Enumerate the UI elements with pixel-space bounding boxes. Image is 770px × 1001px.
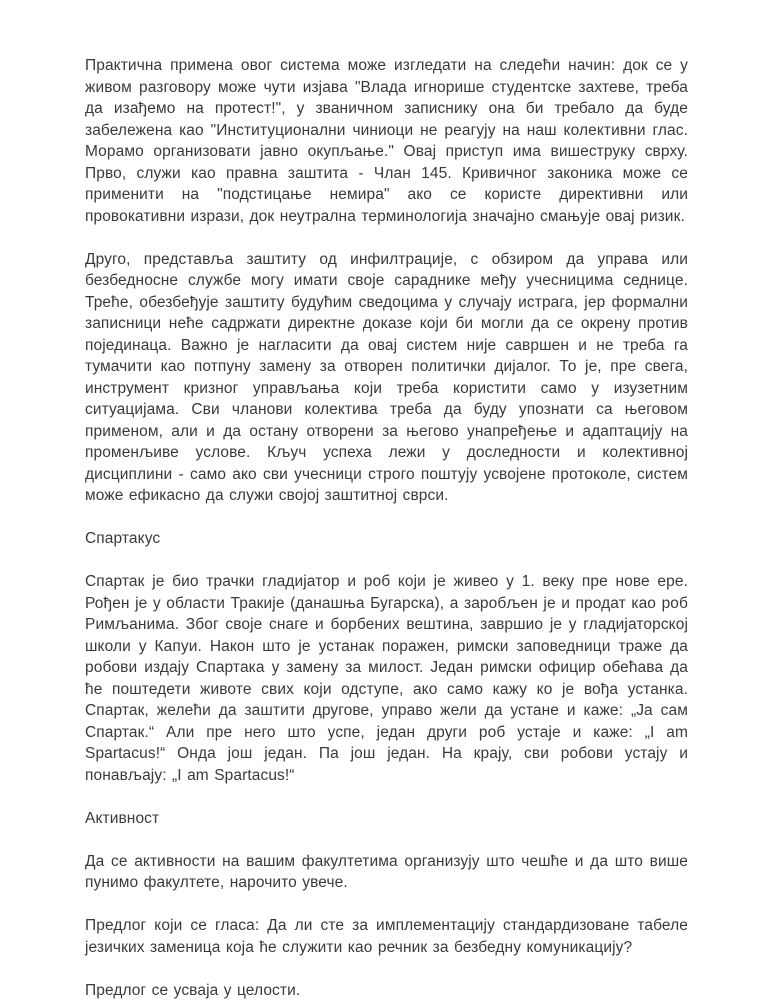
paragraph: Предлог се усваја у целости.: [85, 980, 688, 1001]
paragraph: Практична примена овог система може изгледати на следећи начин: док се у живом разговору може чути изјава "Влада игнорише студентске захтеве, треба да изађемо на протест!", у званичном записнику она би требало да буде забележена као "Институционални чиниоци не реагују на наш колективни глас. Морамо организовати јавно окупљање." Овај приступ има вишеструку сврху. Прво, служи као правна заштита - Члан 145. Кривичног законика може се применити на "подстицање немира" ако се користе директивни или провокативни изрази, док неутрална терминологија значајно смањује овај ризик.: [85, 55, 688, 227]
paragraph: Спартак је био трачки гладијатор и роб који је живео у 1. веку пре нове ере. Рођен је у области Тракије (данашња Бугарска), а заробљен је и продат као роб Римљанима. Због своје снаге и борбених вештина, завршио је у гладијаторској школи у Капуи. Након што је устанак поражен, римски заповедници траже да робови издају Спартака у замену за милост. Један римски официр обећава да ће поштедети животе свих који одступе, ако само кажу ко је вођа устанка. Спартак, желећи да заштити другове, управо жели да устане и каже: „Ја сам Спартак.“ Али пре него што успе, један други роб устаје и каже: „I am Spartacus!“ Онда још један. Па још један. На крају, сви робови устају и понављају: „I am Spartacus!“: [85, 571, 688, 786]
document-content: [85, 55, 688, 1001]
section-heading: Активност: [85, 808, 688, 830]
paragraph: Друго, представља заштиту од инфилтрације, с обзиром да управа или безбедносне службе могу имати своје сараднике међу учесницима седнице. Треће, обезбеђује заштиту будућим сведоцима у случају истрага, јер формални записници неће садржати директне доказе који би могли да се окрену против појединаца. Важно је нагласити да овај систем није савршен и не треба га тумачити као потпуну замену за отворен политички дијалог. То је, пре свега, инструмент кризног управљања који треба користити само у изузетним ситуацијама. Сви чланови колектива треба да буду упознати са његовом применом, али и да остану отворени за његово унапређење и адаптацију на променљиве услове. Кључ успеха лежи у доследности и колективној дисциплини - само ако сви учесници строго поштују усвојене протоколе, систем може ефикасно да служи својој заштитној сврси.: [85, 249, 688, 507]
paragraph: Да се активности на вашим факултетима организују што чешће и да што више пунимо факултете, нарочито увече.: [85, 851, 688, 894]
section-heading: Спартакус: [85, 528, 688, 550]
paragraph: Предлог који се гласа: Да ли сте за имплементацију стандардизоване табеле језичких заменица која ће служити као речник за безбедну комуникацију?: [85, 915, 688, 958]
